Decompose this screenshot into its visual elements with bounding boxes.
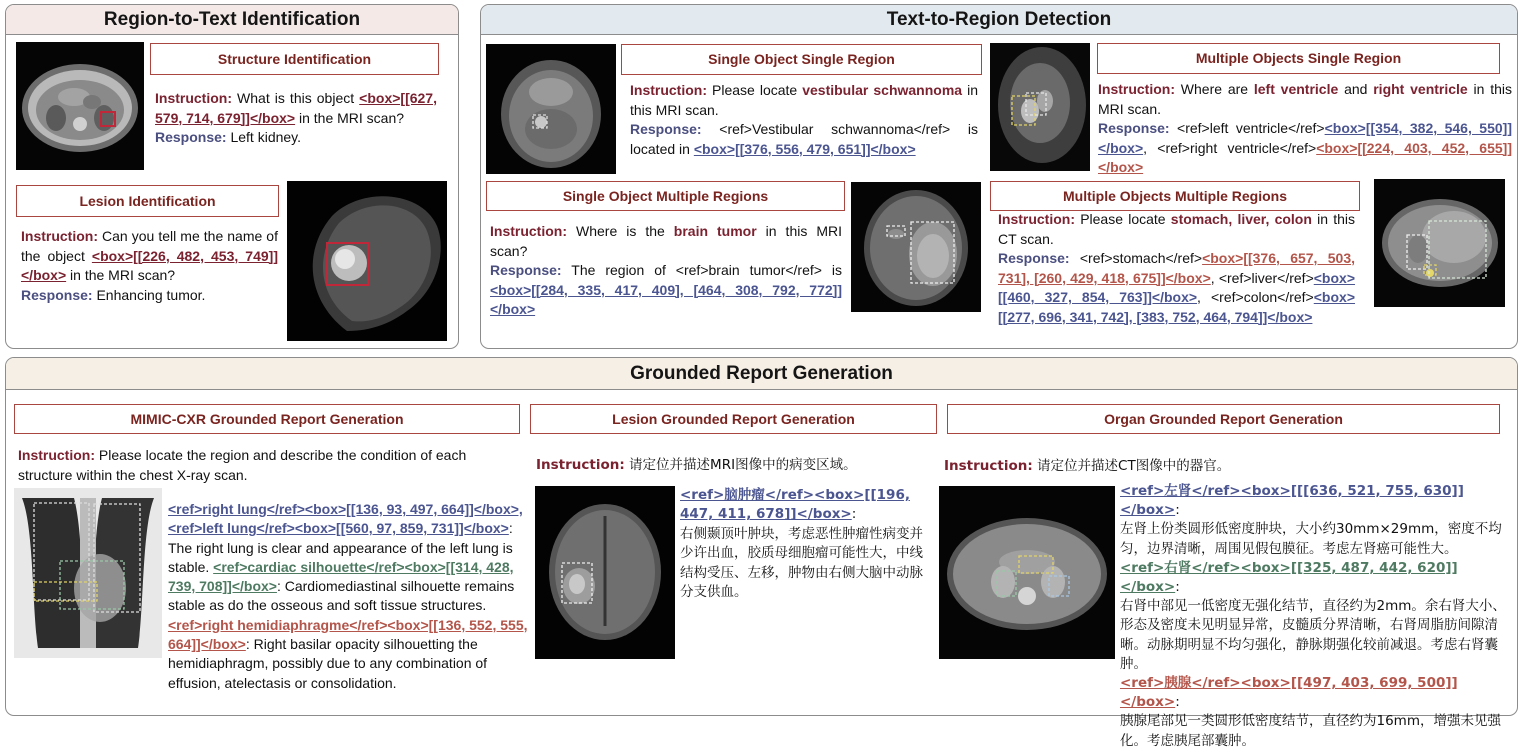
lesion-response xyxy=(680,486,927,602)
lesion-identification-text xyxy=(21,227,278,305)
region-to-text-panel xyxy=(5,4,459,349)
response-label: Response: xyxy=(490,262,562,278)
abdomen-mri-image xyxy=(16,42,144,170)
box-stomach: <box>[[376, 657, 503, 731], [260, 429, 418, 675]]</box> xyxy=(998,250,1356,286)
colon-3: : xyxy=(1175,694,1180,711)
instruction-label: Instruction: xyxy=(18,447,95,463)
instruction-text: Please locate xyxy=(1075,211,1171,227)
somr-title: Single Object Multiple Regions xyxy=(486,181,845,211)
mimic-response xyxy=(168,500,534,693)
somr-text xyxy=(490,222,842,320)
lungs-description: : The right lung is clear and appearance of the left lung is stable. xyxy=(168,520,513,575)
region-to-text-title: Region-to-Text Identification xyxy=(6,5,458,35)
colon-2: : xyxy=(1175,579,1180,596)
grounded-report-panel xyxy=(5,357,1518,749)
response-label: Response: xyxy=(630,121,702,137)
box-coordinates: <box>[[376, 556, 479, 651]]</box> xyxy=(693,140,916,157)
instruction-text: Please locate xyxy=(707,82,803,98)
lesion-instruction xyxy=(536,456,936,476)
mosr-text xyxy=(1098,80,1512,178)
instruction-text: What is this object xyxy=(237,90,355,106)
target-left-ventricle: left ventricle xyxy=(1253,81,1339,97)
organ-ct-image xyxy=(939,486,1115,659)
vestibular-mri-image xyxy=(486,44,616,174)
organ-report-title: Organ Grounded Report Generation xyxy=(947,404,1500,434)
cardiac-grounding: <ref>cardiac silhouette</ref><box>[[314, 428, 739, 708]]</box> xyxy=(168,558,514,595)
target-object: vestibular schwannoma xyxy=(802,82,963,98)
response-ref-colon: <ref>colon</ref> xyxy=(1211,289,1314,305)
colon: : xyxy=(851,506,857,523)
response-text: Enhancing tumor. xyxy=(92,286,206,303)
instruction-text: Can you tell me the name of the object xyxy=(21,228,278,264)
brain-tumor-mri-image xyxy=(851,182,981,312)
mimic-title: MIMIC-CXR Grounded Report Generation xyxy=(14,404,520,434)
hemidiaphragm-grounding: <ref>right hemidiaphragme</ref><box>[[136, 552, 555, 664]]</box> xyxy=(168,616,528,653)
cardiac-description: : Cardiomediastinal silhouette remains stable as do the osseous and soft tissue structures. xyxy=(168,578,515,614)
sosr-text xyxy=(630,81,978,159)
mimic-instruction xyxy=(18,446,518,485)
response-text: The region of <ref>brain tumor</ref> is xyxy=(561,262,842,278)
response-label: Response: xyxy=(155,129,227,145)
box-coordinates-2: <box>[[224, 403, 452, 655]]</box> xyxy=(1098,139,1512,175)
box-liver: <box>[[460, 327, 854, 763]]</box> xyxy=(998,269,1355,305)
response-label: Response: xyxy=(21,286,93,303)
target-object: brain tumor xyxy=(673,223,757,239)
response-label: Response: xyxy=(998,250,1070,266)
instruction-tail: in this MRI scan? xyxy=(490,223,842,259)
structure-identification-text xyxy=(155,89,437,148)
lesion-report-title: Lesion Grounded Report Generation xyxy=(530,404,937,434)
right-kidney-grounding: <ref>右肾</ref><box>[[325, 487, 442, 620]]</box> xyxy=(1120,559,1458,596)
instruction-tail: in this MRI scan. xyxy=(1098,81,1513,117)
pancreas-description: 胰腺尾部见一类圆形低密度结节，直径约为16mm，增强未见强化。考虑胰尾部囊肿。 xyxy=(1120,713,1501,749)
instruction-label: Instruction: xyxy=(21,228,98,244)
instruction-tail: in the MRI scan? xyxy=(66,267,176,283)
chest-xray-image xyxy=(14,488,162,658)
response-text-2: , <ref>right ventricle</ref> xyxy=(1143,139,1317,156)
cardiac-mri-image xyxy=(990,43,1090,171)
target-right-ventricle: right ventricle xyxy=(1373,81,1468,97)
right-kidney-description: 右肾中部见一低密度无强化结节，直径约为2mm。余右肾大小、形态及密度未见明显异常，皮髓质分界清晰，右肾周脂肪间隙清晰。动脉期明显不均匀强化，静脉期强化较前减退。考虑右肾囊肿。 xyxy=(1120,598,1506,672)
response-ref-stomach: <ref>stomach</ref> xyxy=(1069,250,1203,266)
box-coordinates: <box>[[226, 482, 453, 749]]</box> xyxy=(21,247,278,283)
left-kidney-grounding: <ref>左肾</ref><box>[[[636, 521, 755, 630]]</box> xyxy=(1120,483,1464,519)
brain-lesion-mri-image xyxy=(287,181,447,341)
lesion-identification-title: Lesion Identification xyxy=(16,185,279,217)
response-label: Response: xyxy=(1098,120,1170,136)
and-text: and xyxy=(1338,81,1374,97)
target-objects: stomach, liver, colon xyxy=(1170,211,1312,227)
text-to-region-title: Text-to-Region Detection xyxy=(481,5,1517,35)
box-coordinates: <box>[[284, 335, 417, 409], [464, 308, 792, 772]]</box> xyxy=(490,281,842,317)
grounded-report-title: Grounded Report Generation xyxy=(6,358,1517,390)
box-coordinates: <box>[[627, 579, 714, 679]]</box> xyxy=(155,90,437,126)
instruction-label: Instruction: xyxy=(536,457,625,473)
lesion-mri-image xyxy=(535,486,675,659)
instruction-label: Instruction: xyxy=(998,211,1075,227)
instruction-tail: in this MRI scan. xyxy=(630,82,978,118)
instruction-label: Instruction: xyxy=(1098,81,1175,97)
instruction-label: Instruction: xyxy=(944,458,1033,474)
instruction-text: Where is the xyxy=(567,223,674,239)
instruction-label: Instruction: xyxy=(630,82,707,98)
organ-instruction xyxy=(944,457,1464,477)
organ-response xyxy=(1120,482,1514,751)
abdomen-ct-image xyxy=(1374,179,1505,307)
mosr-title: Multiple Objects Single Region xyxy=(1097,43,1500,74)
instruction-text: 请定位并描述MRI图像中的病变区域。 xyxy=(624,457,857,473)
colon-1: : xyxy=(1175,502,1180,519)
momr-text: Instruction: Please locate stomach, liver, colon in this CT scan. Response: <ref>stomach</ref><box>[[376, 657, 503, 731], [260, 429, 418, 675]]</box>, <ref>liver</ref><box>[[460, 327, 854, 763]]</box>, <ref>colon</ref><box>[[277, 696, 341, 742], [383, 752, 464, 794]]</box> xyxy=(998,211,1356,325)
instruction-text: Where are xyxy=(1175,81,1254,97)
structure-identification-title: Structure Identification xyxy=(150,43,439,75)
left-kidney-description: 左肾上份类圆形低密度肿块，大小约30mm×29mm，密度不均匀，边界清晰，周围见假包膜征。考虑左肾癌可能性大。 xyxy=(1120,521,1502,557)
sosr-title: Single Object Single Region xyxy=(621,44,982,75)
instruction-text: Please locate the region and describe the condition of each structure within the chest X-ray scan. xyxy=(18,447,467,483)
response-text: <ref>Vestibular schwannoma</ref> is located in xyxy=(630,121,978,157)
text-to-region-panel xyxy=(480,4,1518,349)
instruction-label: Instruction: xyxy=(155,90,232,106)
instruction-tail: in this CT scan. xyxy=(998,211,1355,247)
hemidiaphragm-description: : Right basilar opacity silhouetting the hemidiaphragm, possibly due to any combination of effusion, atelectasis or consolidation. xyxy=(168,636,488,691)
response-ref-liver: <ref>liver</ref> xyxy=(1218,269,1314,286)
response-text: <ref>left ventricle</ref> xyxy=(1169,120,1325,136)
box-colon: <box>[[277, 696, 341, 742], [383, 752, 464, 794]]</box> xyxy=(998,289,1355,325)
box-coordinates-1: <box>[[354, 382, 546, 550]]</box> xyxy=(1098,120,1512,156)
instruction-label: Instruction: xyxy=(490,223,567,239)
instruction-text: 请定位并描述CT图像中的器官。 xyxy=(1032,458,1231,474)
response-text: Left kidney. xyxy=(226,129,302,145)
lungs-grounding: <ref>right lung</ref><box>[[136, 93, 497, 664]]</box>, <ref>left lung</ref><box>[[560, 97, 859, 731]]</box> xyxy=(168,501,523,537)
momr-title: Multiple Objects Multiple Regions xyxy=(990,181,1360,211)
tumor-grounding: <ref>脑肿瘤</ref><box>[[196, 447, 411, 678]]</box> xyxy=(680,487,910,523)
instruction-tail: in the MRI scan? xyxy=(295,109,405,126)
tumor-description: 右侧颞顶叶肿块，考虑恶性肿瘤性病变并少许出血，胶质母细胞瘤可能性大，中线结构受压、左移，肿物由右侧大脑中动脉分支供血。 xyxy=(680,525,923,601)
pancreas-grounding: <ref>胰腺</ref><box>[[497, 403, 699, 500]]</box> xyxy=(1120,675,1458,711)
